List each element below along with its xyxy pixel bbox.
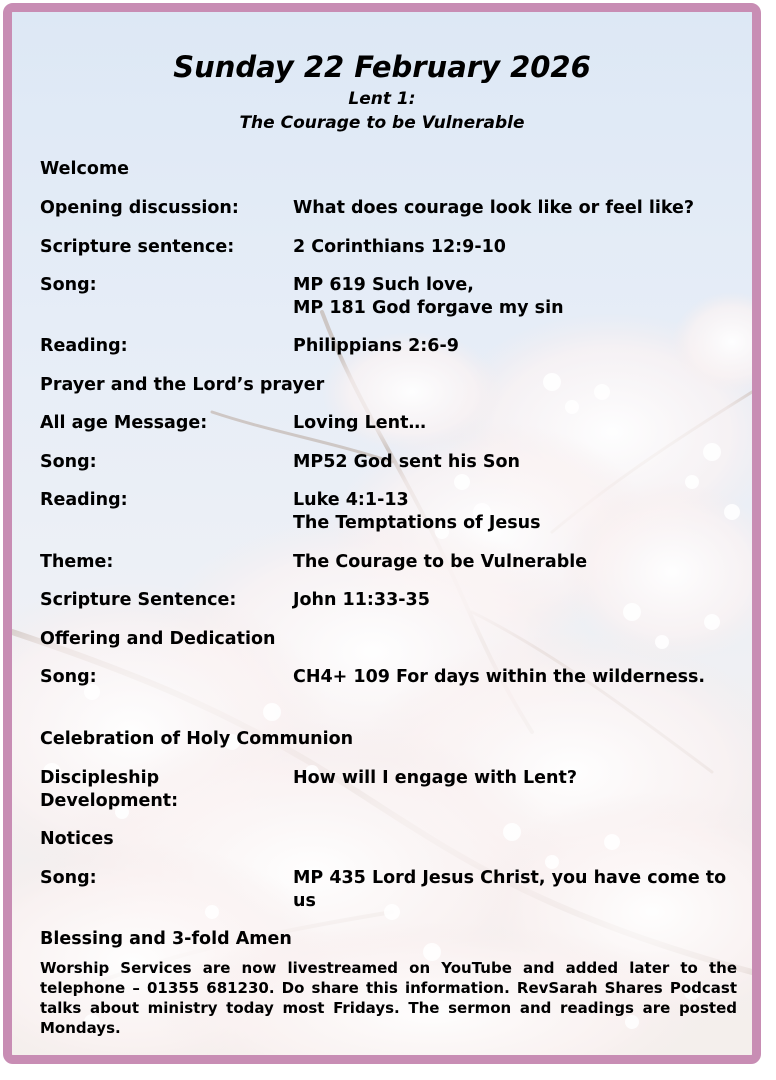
item-label: Reading: (40, 490, 128, 510)
service-content (12, 12, 752, 1055)
item-label: Prayer and the Lord’s prayer (40, 375, 325, 395)
item-label: Scripture Sentence: (40, 590, 237, 610)
item-value: Luke 4:1-13 (293, 490, 409, 510)
item-value: 2 Corinthians 12:9-10 (293, 237, 506, 257)
footer-note: Worship Services are now livestreamed on YouTube and added later to the telephone – 01355 681230. Do share this information. RevSarah Shares Podcast talks about ministry today most Fridays. The sermon and readings are posted Mondays. (40, 959, 737, 1037)
item-label: Scripture sentence: (40, 237, 235, 257)
item-value-line-2: The Temptations of Jesus (293, 513, 541, 533)
item-label: Blessing and 3-fold Amen (40, 929, 292, 949)
item-label: Song: (40, 452, 97, 472)
item-label: Welcome (40, 159, 130, 179)
item-label: Notices (40, 829, 114, 849)
item-label: All age Message: (40, 413, 208, 433)
item-value-line-2: MP 181 God forgave my sin (293, 298, 564, 318)
item-label: Song: (40, 667, 97, 687)
item-label: Song: (40, 868, 97, 888)
item-label: Opening discussion: (40, 198, 239, 218)
item-value: Philippians 2:6-9 (293, 336, 459, 356)
item-label: Song: (40, 275, 97, 295)
item-label: Theme: (40, 552, 114, 572)
item-label: Celebration of Holy Communion (40, 729, 354, 749)
item-value: The Courage to be Vulnerable (293, 552, 588, 572)
item-label: Offering and Dedication (40, 629, 276, 649)
item-value: What does courage look like or feel like? (293, 198, 695, 218)
item-value: MP52 God sent his Son (293, 452, 520, 472)
item-value: How will I engage with Lent? (293, 768, 578, 788)
page-border (3, 3, 761, 1064)
subtitle-line-2: The Courage to be Vulnerable (239, 113, 525, 133)
subtitle-line-1: Lent 1: (348, 89, 416, 109)
item-value: John 11:33-35 (293, 590, 430, 610)
item-value: MP 619 Such love, (293, 275, 474, 295)
item-label-line-2: Development: (40, 791, 179, 811)
page-title: Sunday 22 February 2026 (173, 50, 591, 84)
item-value: CH4+ 109 For days within the wilderness. (293, 667, 706, 687)
item-value: MP 435 Lord Jesus Christ, you have come to us (293, 868, 727, 911)
item-label: Discipleship (40, 768, 160, 788)
item-label: Reading: (40, 336, 128, 356)
item-value: Loving Lent… (293, 413, 427, 433)
